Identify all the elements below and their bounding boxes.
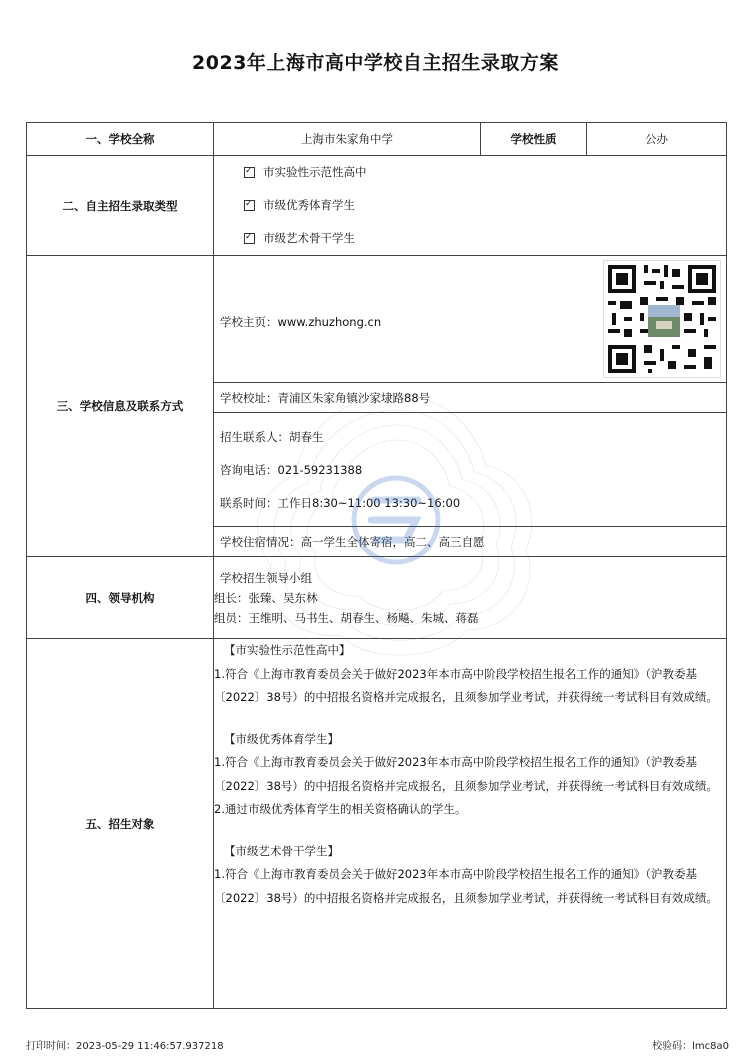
target-heading: 【市级艺术骨干学生】 xyxy=(224,843,339,858)
school-address: 学校校址：青浦区朱家角镇沙家埭路88号 xyxy=(214,383,727,413)
checkbox-checked-icon xyxy=(244,200,255,211)
contact-phone: 咨询电话：021-59231388 xyxy=(220,463,363,477)
target-requirement: 1.符合《上海市教育委员会关于做好2023年本市高中阶段学校招生报名工作的通知》（沪教委基〔2022〕38号）的中招报名资格并完成报名，且须参加学业考试，并获得统一考试科目有效成绩。 xyxy=(214,867,718,905)
label-leadership: 四、领导机构 xyxy=(27,557,214,639)
admission-type-label: 市实验性示范性高中 xyxy=(263,165,367,179)
row-school-name xyxy=(27,123,727,156)
label-targets: 五、招生对象 xyxy=(27,639,214,1009)
checkbox-checked-icon xyxy=(244,233,255,244)
admission-type-list xyxy=(214,156,727,256)
admission-type-item xyxy=(214,189,726,222)
leadership-leaders: 组长：张臻、吴东林 xyxy=(214,590,318,605)
page-title: 2023年上海市高中学校自主招生录取方案 xyxy=(192,52,559,74)
admission-type-item xyxy=(214,222,726,255)
school-lodging: 学校住宿情况：高一学生全体寄宿，高二、高三自愿 xyxy=(214,527,727,557)
qr-code-icon xyxy=(603,260,721,378)
row-admission-types xyxy=(27,156,727,256)
checkbox-checked-icon xyxy=(244,167,255,178)
admission-table xyxy=(26,122,727,1009)
value-school-nature: 公办 xyxy=(587,123,727,156)
target-requirement: 2.通过市级优秀体育学生的相关资格确认的学生。 xyxy=(214,802,467,816)
target-heading: 【市实验性示范性高中】 xyxy=(224,643,351,657)
target-requirement: 1.符合《上海市教育委员会关于做好2023年本市高中阶段学校招生报名工作的通知》（沪教委基〔2022〕38号）的中招报名资格并完成报名，且须参加学业考试，并获得统一考试科目有效成绩。 xyxy=(214,755,718,793)
admission-type-label: 市级优秀体育学生 xyxy=(263,198,355,212)
contact-person: 招生联系人：胡春生 xyxy=(220,430,324,444)
admission-type-label: 市级艺术骨干学生 xyxy=(263,231,355,245)
target-heading: 【市级优秀体育学生】 xyxy=(224,731,339,746)
homepage-cell xyxy=(214,256,727,383)
target-requirement: 1.符合《上海市教育委员会关于做好2023年本市高中阶段学校招生报名工作的通知》（沪教委基〔2022〕38号）的中招报名资格并完成报名，且须参加学业考试，并获得统一考试科目有效成绩。 xyxy=(214,666,718,704)
label-admission-types: 二、自主招生录取类型 xyxy=(27,156,214,256)
school-homepage: 学校主页：www.zhuzhong.cn xyxy=(220,315,382,329)
row-homepage xyxy=(27,256,727,383)
contact-cell xyxy=(214,413,727,527)
print-time: 打印时间：2023-05-29 11:46:57.937218 xyxy=(26,1041,224,1052)
label-school-nature: 学校性质 xyxy=(481,123,587,156)
verify-code: 校验码：lmc8a0 xyxy=(652,1041,729,1052)
leadership-cell xyxy=(214,557,727,639)
label-school-info: 三、学校信息及联系方式 xyxy=(27,256,214,557)
targets-cell xyxy=(214,639,727,1009)
leadership-members: 组员：王维明、马书生、胡春生、杨飚、朱城、蒋磊 xyxy=(214,610,479,625)
value-school-name: 上海市朱家角中学 xyxy=(214,123,481,156)
label-school-name: 一、学校全称 xyxy=(27,123,214,156)
row-leadership xyxy=(27,557,727,639)
admission-type-item xyxy=(214,156,726,189)
contact-hours: 联系时间：工作日8:30~11:00 13:30~16:00 xyxy=(220,496,461,510)
row-targets xyxy=(27,639,727,1009)
leadership-group-title: 学校招生领导小组 xyxy=(220,570,312,585)
